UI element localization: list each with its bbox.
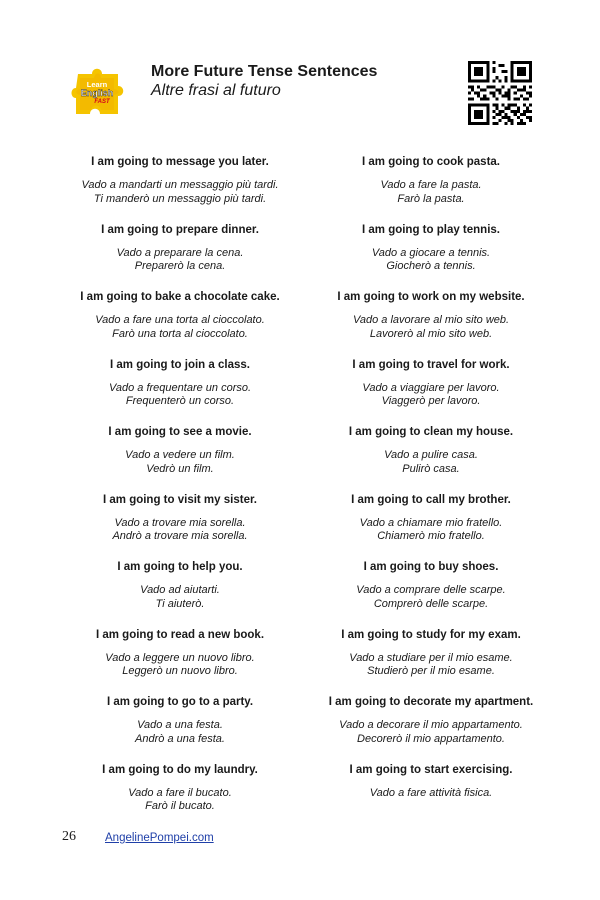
english-sentence: I am going to buy shoes. <box>363 561 499 573</box>
italian-translation: Vado a viaggiare per lavoro. <box>362 381 500 394</box>
italian-translation: Vado a frequentare un corso. <box>108 381 252 394</box>
italian-translation: Vado a studiare per il mio esame. <box>349 651 513 664</box>
english-sentence: I am going to read a new book. <box>95 628 265 641</box>
english-sentence: I am going to travel for work. <box>352 358 510 371</box>
italian-translation: Vado a fare la pasta. <box>380 179 482 191</box>
italian-translation: Vado a trovare mia sorella. <box>114 516 246 529</box>
sentence-block <box>296 628 566 696</box>
english-sentence: I am going to prepare dinner. <box>101 223 259 236</box>
svg-text:FAST: FAST <box>94 99 110 105</box>
english-sentence: I am going to help you. <box>117 561 243 573</box>
website-link[interactable]: AngelinePompei.com <box>105 832 214 844</box>
sentence-block <box>296 155 566 223</box>
italian-translation: Leggerò un nuovo libro. <box>122 665 238 677</box>
italian-translation: Frequenterò un corso. <box>125 395 235 407</box>
italian-translation: Farò una torta al cioccolato. <box>112 327 248 340</box>
svg-text:English: English <box>80 88 114 98</box>
italian-translation: Vado a comprare delle scarpe. <box>356 584 506 596</box>
italian-translation: Andrò a una festa. <box>135 732 225 745</box>
sentence-block <box>45 493 315 561</box>
sentence-block <box>45 358 315 426</box>
sentence-block <box>296 425 566 493</box>
page-title: More Future Tense Sentences <box>151 63 378 80</box>
sentence-block <box>45 290 315 358</box>
italian-translation: Studierò per il mio esame. <box>367 665 495 677</box>
italian-translation: Vado a fare il bucato. <box>128 786 232 799</box>
italian-translation: Andrò a trovare mia sorella. <box>112 530 248 542</box>
italian-translation: Vado ad aiutarti. <box>140 584 220 596</box>
italian-translation: Decorerò il mio appartamento. <box>357 732 505 745</box>
italian-translation: Vedrò un film. <box>146 462 214 475</box>
english-sentence: I am going to call my brother. <box>351 493 511 506</box>
english-sentence: I am going to join a class. <box>110 358 250 371</box>
sentence-block <box>45 155 315 223</box>
sentence-block <box>296 695 566 763</box>
english-sentence: I am going to start exercising. <box>349 763 513 776</box>
italian-translation: Vado a vedere un film. <box>125 449 235 461</box>
italian-translation: Vado a preparare la cena. <box>116 246 244 259</box>
english-sentence: I am going to decorate my apartment. <box>328 696 534 708</box>
italian-translation: Lavorerò al mio sito web. <box>369 327 493 340</box>
svg-text:Learn: Learn <box>86 80 108 89</box>
page-number: 26 <box>62 829 76 844</box>
english-sentence: I am going to play tennis. <box>361 223 500 236</box>
italian-translation: Vado a mandarti un messaggio più tardi. <box>81 179 279 191</box>
sentence-block <box>296 763 566 831</box>
english-sentence: I am going to do my laundry. <box>102 763 258 776</box>
english-sentence: I am going to work on my website. <box>337 291 525 303</box>
italian-translation: Vado a leggere un nuovo libro. <box>105 651 255 664</box>
english-sentence: I am going to visit my sister. <box>102 493 257 506</box>
english-sentence: I am going to go to a party. <box>106 696 254 708</box>
sentence-block <box>45 628 315 696</box>
english-sentence: I am going to study for my exam. <box>341 628 521 641</box>
sentence-block <box>296 493 566 561</box>
italian-translation: Vado a lavorare al mio sito web. <box>352 314 510 326</box>
italian-translation: Pulirò casa. <box>402 462 460 475</box>
english-sentence: I am going to bake a chocolate cake. <box>80 291 280 303</box>
sentence-block <box>296 358 566 426</box>
italian-translation: Preparerò la cena. <box>134 260 226 272</box>
italian-translation: Vado a decorare il mio appartamento. <box>339 719 523 731</box>
italian-translation: Giocherò a tennis. <box>386 260 476 272</box>
sentence-block <box>45 560 315 628</box>
italian-translation: Farò il bucato. <box>145 800 215 812</box>
sentence-block <box>296 223 566 291</box>
sentence-block <box>45 763 315 831</box>
sentence-block <box>45 425 315 493</box>
english-sentence: I am going to cook pasta. <box>361 156 501 168</box>
sentence-block <box>45 695 315 763</box>
english-sentence: I am going to message you later. <box>91 156 269 168</box>
italian-translation: Comprerò delle scarpe. <box>373 597 489 610</box>
qr-code-icon <box>468 61 532 125</box>
italian-translation: Ti manderò un messaggio più tardi. <box>93 192 267 205</box>
italian-translation: Vado a pulire casa. <box>384 449 478 461</box>
left-column <box>45 155 315 830</box>
italian-translation: Viaggerò per lavoro. <box>381 395 481 407</box>
sentence-block <box>45 223 315 291</box>
italian-translation: Vado a fare una torta al cioccolato. <box>95 314 265 326</box>
italian-translation: Ti aiuterò. <box>155 597 205 610</box>
page-subtitle: Altre frasi al futuro <box>151 82 281 99</box>
learn-english-fast-logo <box>70 62 130 122</box>
italian-translation: Chiamerò mio fratello. <box>377 530 485 542</box>
sentence-block <box>296 290 566 358</box>
italian-translation: Vado a giocare a tennis. <box>371 246 491 259</box>
english-sentence: I am going to clean my house. <box>348 426 514 438</box>
italian-translation: Vado a una festa. <box>137 719 223 731</box>
sentence-block <box>296 560 566 628</box>
italian-translation: Vado a fare attività fisica. <box>369 786 493 799</box>
right-column <box>296 155 566 830</box>
english-sentence: I am going to see a movie. <box>108 426 252 438</box>
italian-translation: Vado a chiamare mio fratello. <box>359 516 503 529</box>
italian-translation: Farò la pasta. <box>397 192 465 205</box>
